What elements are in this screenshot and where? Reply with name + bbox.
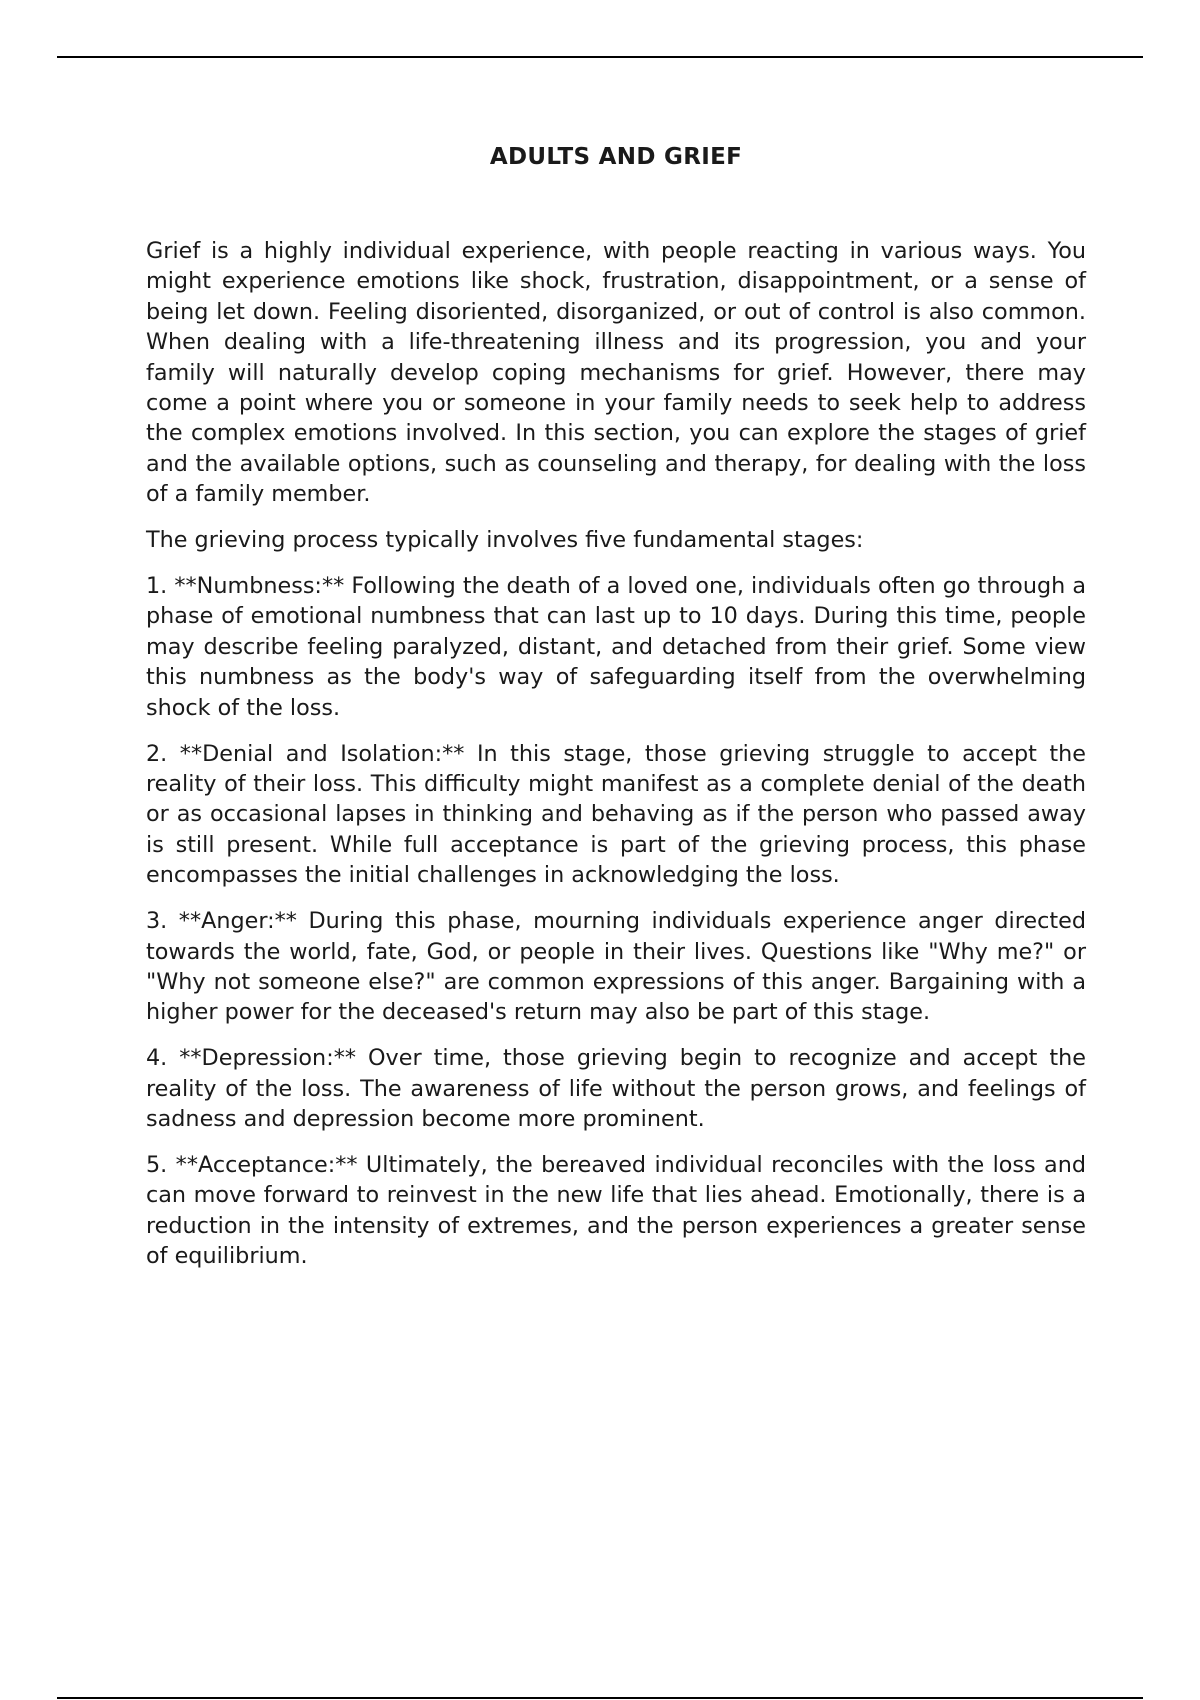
paragraph-stage-denial: 2. **Denial and Isolation:** In this stage, those grieving struggle to accept the reality of their loss. This difficulty might manifest as a complete denial of the death or as occasional lapses in thinking and behaving as if the person who passed away is still present. While full acceptance is part of the grieving process, this phase encompasses the initial challenges in acknowledging the loss.	[146, 740, 1086, 889]
paragraph-intro: Grief is a highly individual experience, with people reacting in various ways. You might experience emotions like shock, frustration, disappointment, or a sense of being let down. Feeling disoriented, disorganized, or out of control is also common. When dealing with a life-threatening illness and its progression, you and your family will naturally develop coping mechanisms for grief. However, there may come a point where you or someone in your family needs to seek help to address the complex emotions involved. In this section, you can explore the stages of grief and the available options, such as counseling and therapy, for dealing with the loss of a family member.	[146, 238, 1086, 508]
bottom-rule	[57, 1697, 1143, 1699]
paragraph-stage-numbness: 1. **Numbness:** Following the death of a loved one, individuals often go through a phase of emotional numbness that can last up to 10 days. During this time, people may describe feeling paralyzed, distant, and detached from their grief. Some view this numbness as the body's way of safeguarding itself from the overwhelming shock of the loss.	[146, 573, 1086, 721]
document-body	[146, 236, 1086, 1287]
page-title: ADULTS AND GRIEF	[489, 144, 743, 170]
paragraph-stage-depression: 4. **Depression:** Over time, those grieving begin to recognize and accept the reality of the loss. The awareness of life without the person grows, and feelings of sadness and depression become more prominent.	[146, 1045, 1086, 1133]
paragraph-stage-acceptance: 5. **Acceptance:** Ultimately, the bereaved individual reconciles with the loss and can move forward to reinvest in the new life that lies ahead. Emotionally, there is a reduction in the intensity of extremes, and the person experiences a greater sense of equilibrium.	[146, 1151, 1086, 1270]
paragraph-stages-intro: The grieving process typically involves five fundamental stages:	[146, 527, 864, 554]
top-rule	[57, 56, 1143, 58]
paragraph-stage-anger: 3. **Anger:** During this phase, mourning individuals experience anger directed towards the world, fate, God, or people in their lives. Questions like "Why me?" or "Why not someone else?" are common expressions of this anger. Bargaining with a higher power for the deceased's return may also be part of this stage.	[146, 908, 1086, 1026]
